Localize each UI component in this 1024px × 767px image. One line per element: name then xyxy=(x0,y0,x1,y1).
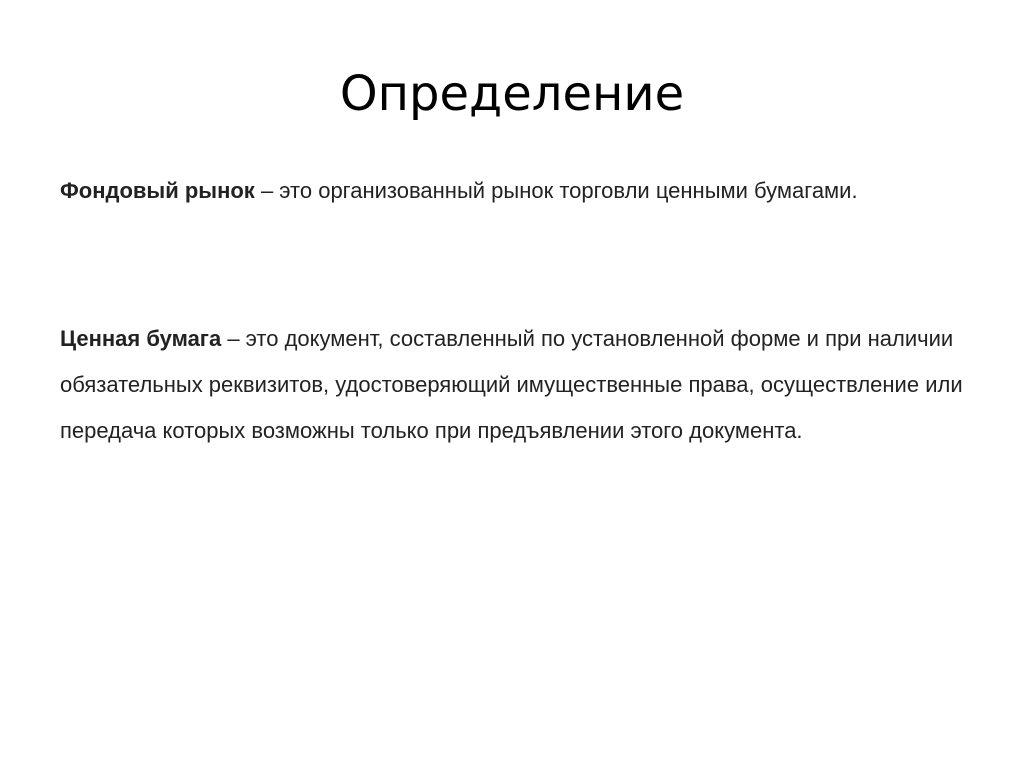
definition-text: – это документ, составленный по установленной форме и при наличии обязательных реквизитов, удостоверяющий имущественные права, осуществление или передача которых возможны только при предъявлении этого документа. xyxy=(60,326,963,443)
definition-term: Ценная бумага xyxy=(60,326,222,351)
definition-text: – это организованный рынок торговли ценными бумагами. xyxy=(254,178,858,203)
slide-title: Определение xyxy=(339,66,685,122)
definition-security xyxy=(60,316,970,454)
definition-term: Фондовый рынок xyxy=(60,178,255,203)
definition-stock-market xyxy=(60,168,970,214)
